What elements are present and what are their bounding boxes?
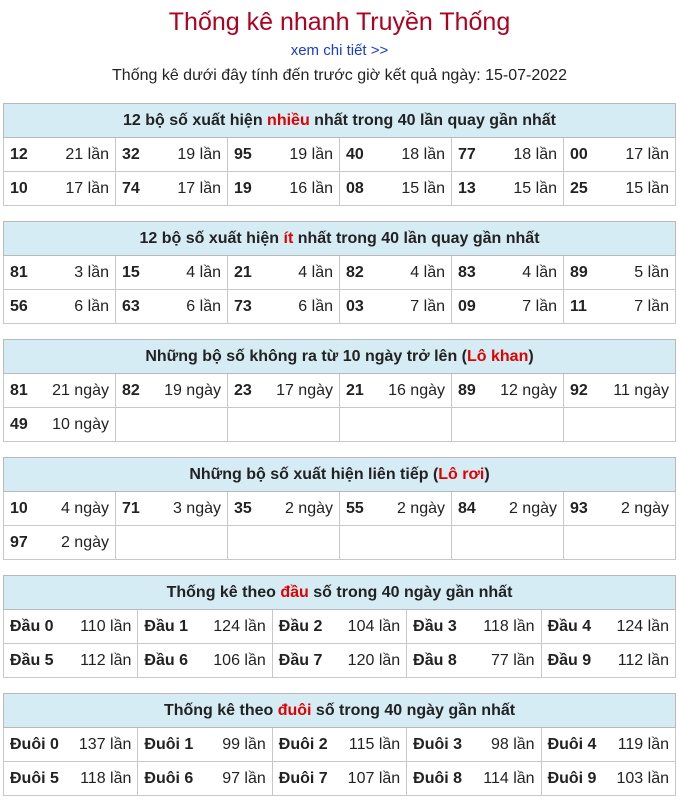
stat-number: Đuôi 8 [413, 769, 463, 787]
table-row [4, 762, 676, 796]
stat-count: 12 ngày [500, 381, 557, 399]
stat-count: 106 lần [213, 651, 266, 669]
stat-number: 11 [570, 297, 587, 315]
stat-cell [407, 728, 541, 762]
stat-cell [452, 290, 564, 324]
table-row [4, 138, 676, 172]
stat-cell [4, 374, 116, 408]
stat-cell [138, 644, 272, 678]
stat-count: 4 lần [410, 263, 445, 281]
least-frequent-table [3, 221, 676, 324]
table-row [4, 526, 676, 560]
stat-count: 5 lần [634, 263, 669, 281]
stat-count: 112 lần [617, 651, 669, 669]
section-title-highlight: ít [283, 229, 294, 247]
stat-cell [228, 256, 340, 290]
stat-cell [564, 374, 676, 408]
stat-count: 107 lần [347, 769, 401, 787]
stat-number: 77 [458, 145, 476, 163]
stat-count: 110 lần [80, 617, 132, 635]
section-title [4, 340, 676, 374]
stat-number: 71 [122, 499, 140, 517]
stat-cell [228, 526, 340, 560]
table-row [4, 644, 676, 678]
stat-cell [138, 762, 272, 796]
stat-sections [3, 103, 676, 811]
stat-number: 81 [10, 263, 28, 281]
stat-cell [228, 408, 340, 442]
section-title-highlight: Lô rơi [438, 465, 485, 483]
stat-number: 49 [10, 415, 28, 433]
stat-count: 118 lần [483, 617, 535, 635]
stat-number: Đầu 9 [547, 651, 592, 669]
stat-number: 63 [122, 297, 140, 315]
table-row [4, 408, 676, 442]
stat-cell [228, 374, 340, 408]
stat-number: 56 [10, 297, 28, 315]
stat-count: 104 lần [347, 617, 401, 635]
stat-count: 98 lần [490, 735, 535, 753]
stat-cell [541, 644, 675, 678]
stat-count: 2 ngày [396, 499, 445, 517]
stat-cell [340, 408, 452, 442]
stat-count: 15 lần [401, 179, 445, 197]
stat-number: 13 [458, 179, 476, 197]
section-title-highlight: Lô khan [467, 347, 529, 365]
section-title [4, 694, 676, 728]
stat-cell [340, 290, 452, 324]
section-title-text: Những bộ số không ra từ 10 ngày trở lên ( [145, 347, 467, 365]
stat-count: 2 ngày [284, 499, 333, 517]
stat-cell [452, 138, 564, 172]
stat-cell [272, 610, 406, 644]
stat-cell [340, 256, 452, 290]
stat-count: 124 lần [213, 617, 266, 635]
stat-count: 17 lần [625, 145, 669, 163]
stat-count: 21 ngày [52, 381, 109, 399]
stat-count: 6 lần [186, 297, 221, 315]
stat-cell [452, 172, 564, 206]
stat-number: 95 [234, 145, 252, 163]
stat-count: 7 lần [410, 297, 445, 315]
section-title-text: nhất trong 40 lần quay gần nhất [309, 111, 556, 129]
stat-number: 93 [570, 499, 588, 517]
stat-number: 21 [234, 263, 252, 281]
stat-cell [228, 290, 340, 324]
section-title-text: Thống kê theo [166, 583, 281, 601]
stat-cell [452, 374, 564, 408]
stat-number: Đuôi 4 [547, 735, 597, 753]
stat-number: 82 [346, 263, 364, 281]
stat-cell [4, 610, 138, 644]
section-title-highlight: nhiều [267, 111, 310, 129]
stat-cell [541, 762, 675, 796]
stat-count: 10 ngày [52, 415, 109, 433]
stat-cell [4, 492, 116, 526]
stat-number: 40 [346, 145, 364, 163]
stat-cell [228, 172, 340, 206]
stat-cell [4, 172, 116, 206]
section-title [4, 222, 676, 256]
stat-count: 17 ngày [276, 381, 333, 399]
stat-number: Đầu 3 [413, 617, 457, 635]
table-row [4, 256, 676, 290]
dau-table [3, 575, 676, 678]
stat-count: 19 lần [177, 145, 221, 163]
stat-count: 11 ngày [613, 381, 669, 399]
stat-cell [564, 408, 676, 442]
detail-link[interactable]: xem chi tiết >> [290, 42, 389, 59]
duoi-table [3, 693, 676, 796]
stat-number: Đuôi 9 [547, 769, 597, 787]
stat-count: 103 lần [616, 769, 669, 787]
stat-count: 97 lần [222, 769, 266, 787]
stat-count: 77 lần [490, 651, 535, 669]
table-row [4, 492, 676, 526]
stat-number: 74 [122, 179, 140, 197]
stat-cell [564, 256, 676, 290]
stat-number: Đuôi 7 [278, 769, 328, 787]
table-row [4, 172, 676, 206]
section-title-text: nhất trong 40 lần quay gần nhất [293, 229, 540, 247]
stat-number: Đuôi 6 [144, 769, 194, 787]
stat-cell [407, 762, 541, 796]
stat-cell [228, 492, 340, 526]
stat-number: 21 [346, 381, 364, 399]
stat-count: 19 ngày [164, 381, 221, 399]
stat-count: 6 lần [74, 297, 109, 315]
stat-number: 82 [122, 381, 140, 399]
stat-number: Đầu 8 [413, 651, 457, 669]
stat-number: Đầu 0 [10, 617, 54, 635]
stat-count: 114 lần [483, 769, 535, 787]
stat-cell [541, 728, 675, 762]
stat-number: 15 [122, 263, 140, 281]
most-frequent-table [3, 103, 676, 206]
stat-number: Đuôi 2 [278, 735, 328, 753]
page-title: Thống kê nhanh Truyền Thống [168, 8, 511, 36]
stat-count: 4 lần [298, 263, 333, 281]
table-row [4, 610, 676, 644]
stat-cell [138, 610, 272, 644]
stat-count: 99 lần [222, 735, 266, 753]
stat-number: 03 [346, 297, 364, 315]
stat-cell [116, 138, 228, 172]
table-row [4, 374, 676, 408]
stat-count: 16 lần [289, 179, 333, 197]
stat-count: 21 lần [65, 145, 109, 163]
stat-count: 118 lần [80, 769, 132, 787]
stat-cell [452, 492, 564, 526]
stat-number: 12 [10, 145, 28, 163]
stat-number: 89 [458, 381, 476, 399]
stat-cell [4, 408, 116, 442]
section-title-text: Những bộ số xuất hiện liên tiếp ( [189, 465, 439, 483]
stat-cell [116, 526, 228, 560]
stat-count: 4 lần [522, 263, 557, 281]
stat-count: 2 ngày [508, 499, 557, 517]
stat-count: 15 lần [625, 179, 669, 197]
section-title-text: số trong 40 ngày gần nhất [308, 583, 513, 601]
stat-number: Đầu 4 [547, 617, 592, 635]
lo-roi-table [3, 457, 676, 560]
stat-count: 112 lần [80, 651, 132, 669]
stat-count: 7 lần [522, 297, 557, 315]
stat-cell [116, 256, 228, 290]
stat-number: Đầu 7 [278, 651, 323, 669]
stat-number: 92 [570, 381, 588, 399]
stat-number: Đuôi 0 [10, 735, 59, 753]
stat-cell [272, 728, 406, 762]
stat-count: 16 ngày [388, 381, 445, 399]
stat-number: Đầu 5 [10, 651, 54, 669]
stat-cell [564, 526, 676, 560]
section-title [4, 576, 676, 610]
stat-number: 81 [10, 381, 28, 399]
stat-count: 17 lần [65, 179, 109, 197]
table-row [4, 290, 676, 324]
stat-cell [138, 728, 272, 762]
stat-number: 97 [10, 533, 28, 551]
stat-cell [116, 374, 228, 408]
stat-count: 7 lần [634, 297, 669, 315]
stat-cell [116, 492, 228, 526]
stat-number: Đuôi 5 [10, 769, 59, 787]
stat-cell [228, 138, 340, 172]
stat-cell [272, 644, 406, 678]
stat-cell [340, 492, 452, 526]
stat-number: 10 [10, 499, 28, 517]
section-title-highlight: đuôi [277, 701, 312, 719]
page-subtitle: Thống kê dưới đây tính đến trước giờ kết quả ngày: 15-07-2022 [112, 67, 567, 84]
stat-number: Đầu 2 [278, 617, 323, 635]
stat-cell [272, 762, 406, 796]
stat-cell [340, 172, 452, 206]
stat-count: 2 ngày [60, 533, 109, 551]
stat-cell [452, 408, 564, 442]
section-title-text: Thống kê theo [163, 701, 278, 719]
stat-number: 55 [346, 499, 364, 517]
stat-cell [116, 290, 228, 324]
stat-number: 19 [234, 179, 252, 197]
stat-count: 137 lần [78, 735, 132, 753]
stat-cell [564, 492, 676, 526]
stat-count: 4 ngày [60, 499, 109, 517]
stat-number: 35 [234, 499, 252, 517]
table-row [4, 728, 676, 762]
stat-number: 25 [570, 179, 588, 197]
stat-number: 08 [346, 179, 364, 197]
stat-count: 4 lần [186, 263, 221, 281]
stat-count: 15 lần [513, 179, 557, 197]
stat-cell [340, 138, 452, 172]
stat-cell [407, 610, 541, 644]
section-title [4, 458, 676, 492]
stat-number: 83 [458, 263, 476, 281]
stat-count: 19 lần [289, 145, 333, 163]
stat-count: 18 lần [401, 145, 445, 163]
stat-count: 18 lần [513, 145, 557, 163]
stat-count: 6 lần [298, 297, 333, 315]
stat-cell [116, 408, 228, 442]
stat-number: 09 [458, 297, 476, 315]
stat-cell [4, 728, 138, 762]
stat-number: Đầu 1 [144, 617, 188, 635]
stat-count: 3 lần [74, 263, 109, 281]
stat-number: 84 [458, 499, 476, 517]
section-title-text: ) [528, 347, 534, 365]
stat-cell [4, 138, 116, 172]
section-title-text: 12 bộ số xuất hiện [123, 111, 268, 129]
stat-cell [564, 138, 676, 172]
stat-number: 89 [570, 263, 588, 281]
stat-cell [407, 644, 541, 678]
lo-khan-table [3, 339, 676, 442]
section-title [4, 104, 676, 138]
stat-number: Đuôi 3 [413, 735, 463, 753]
stat-cell [4, 526, 116, 560]
stat-number: 32 [122, 145, 140, 163]
stat-cell [4, 256, 116, 290]
stat-cell [4, 762, 138, 796]
stat-cell [541, 610, 675, 644]
stat-number: 10 [10, 179, 28, 197]
stat-cell [564, 290, 676, 324]
stat-number: 23 [234, 381, 252, 399]
stat-count: 2 ngày [620, 499, 669, 517]
stat-cell [340, 374, 452, 408]
stat-cell [4, 644, 138, 678]
stat-count: 3 ngày [172, 499, 221, 517]
stat-number: 73 [234, 297, 252, 315]
stat-cell [452, 526, 564, 560]
stat-count: 119 lần [617, 735, 669, 753]
section-title-text: ) [484, 465, 490, 483]
stat-count: 124 lần [616, 617, 669, 635]
stat-count: 115 lần [348, 735, 401, 753]
stat-cell [4, 290, 116, 324]
stat-number: Đuôi 1 [144, 735, 194, 753]
stat-count: 17 lần [177, 179, 221, 197]
stat-number: Đầu 6 [144, 651, 188, 669]
section-title-highlight: đầu [280, 583, 309, 601]
stat-cell [116, 172, 228, 206]
stat-cell [564, 172, 676, 206]
stat-cell [340, 526, 452, 560]
section-title-text: 12 bộ số xuất hiện [139, 229, 284, 247]
section-title-text: số trong 40 ngày gần nhất [311, 701, 516, 719]
stat-count: 120 lần [347, 651, 401, 669]
stat-cell [452, 256, 564, 290]
stat-number: 00 [570, 145, 588, 163]
